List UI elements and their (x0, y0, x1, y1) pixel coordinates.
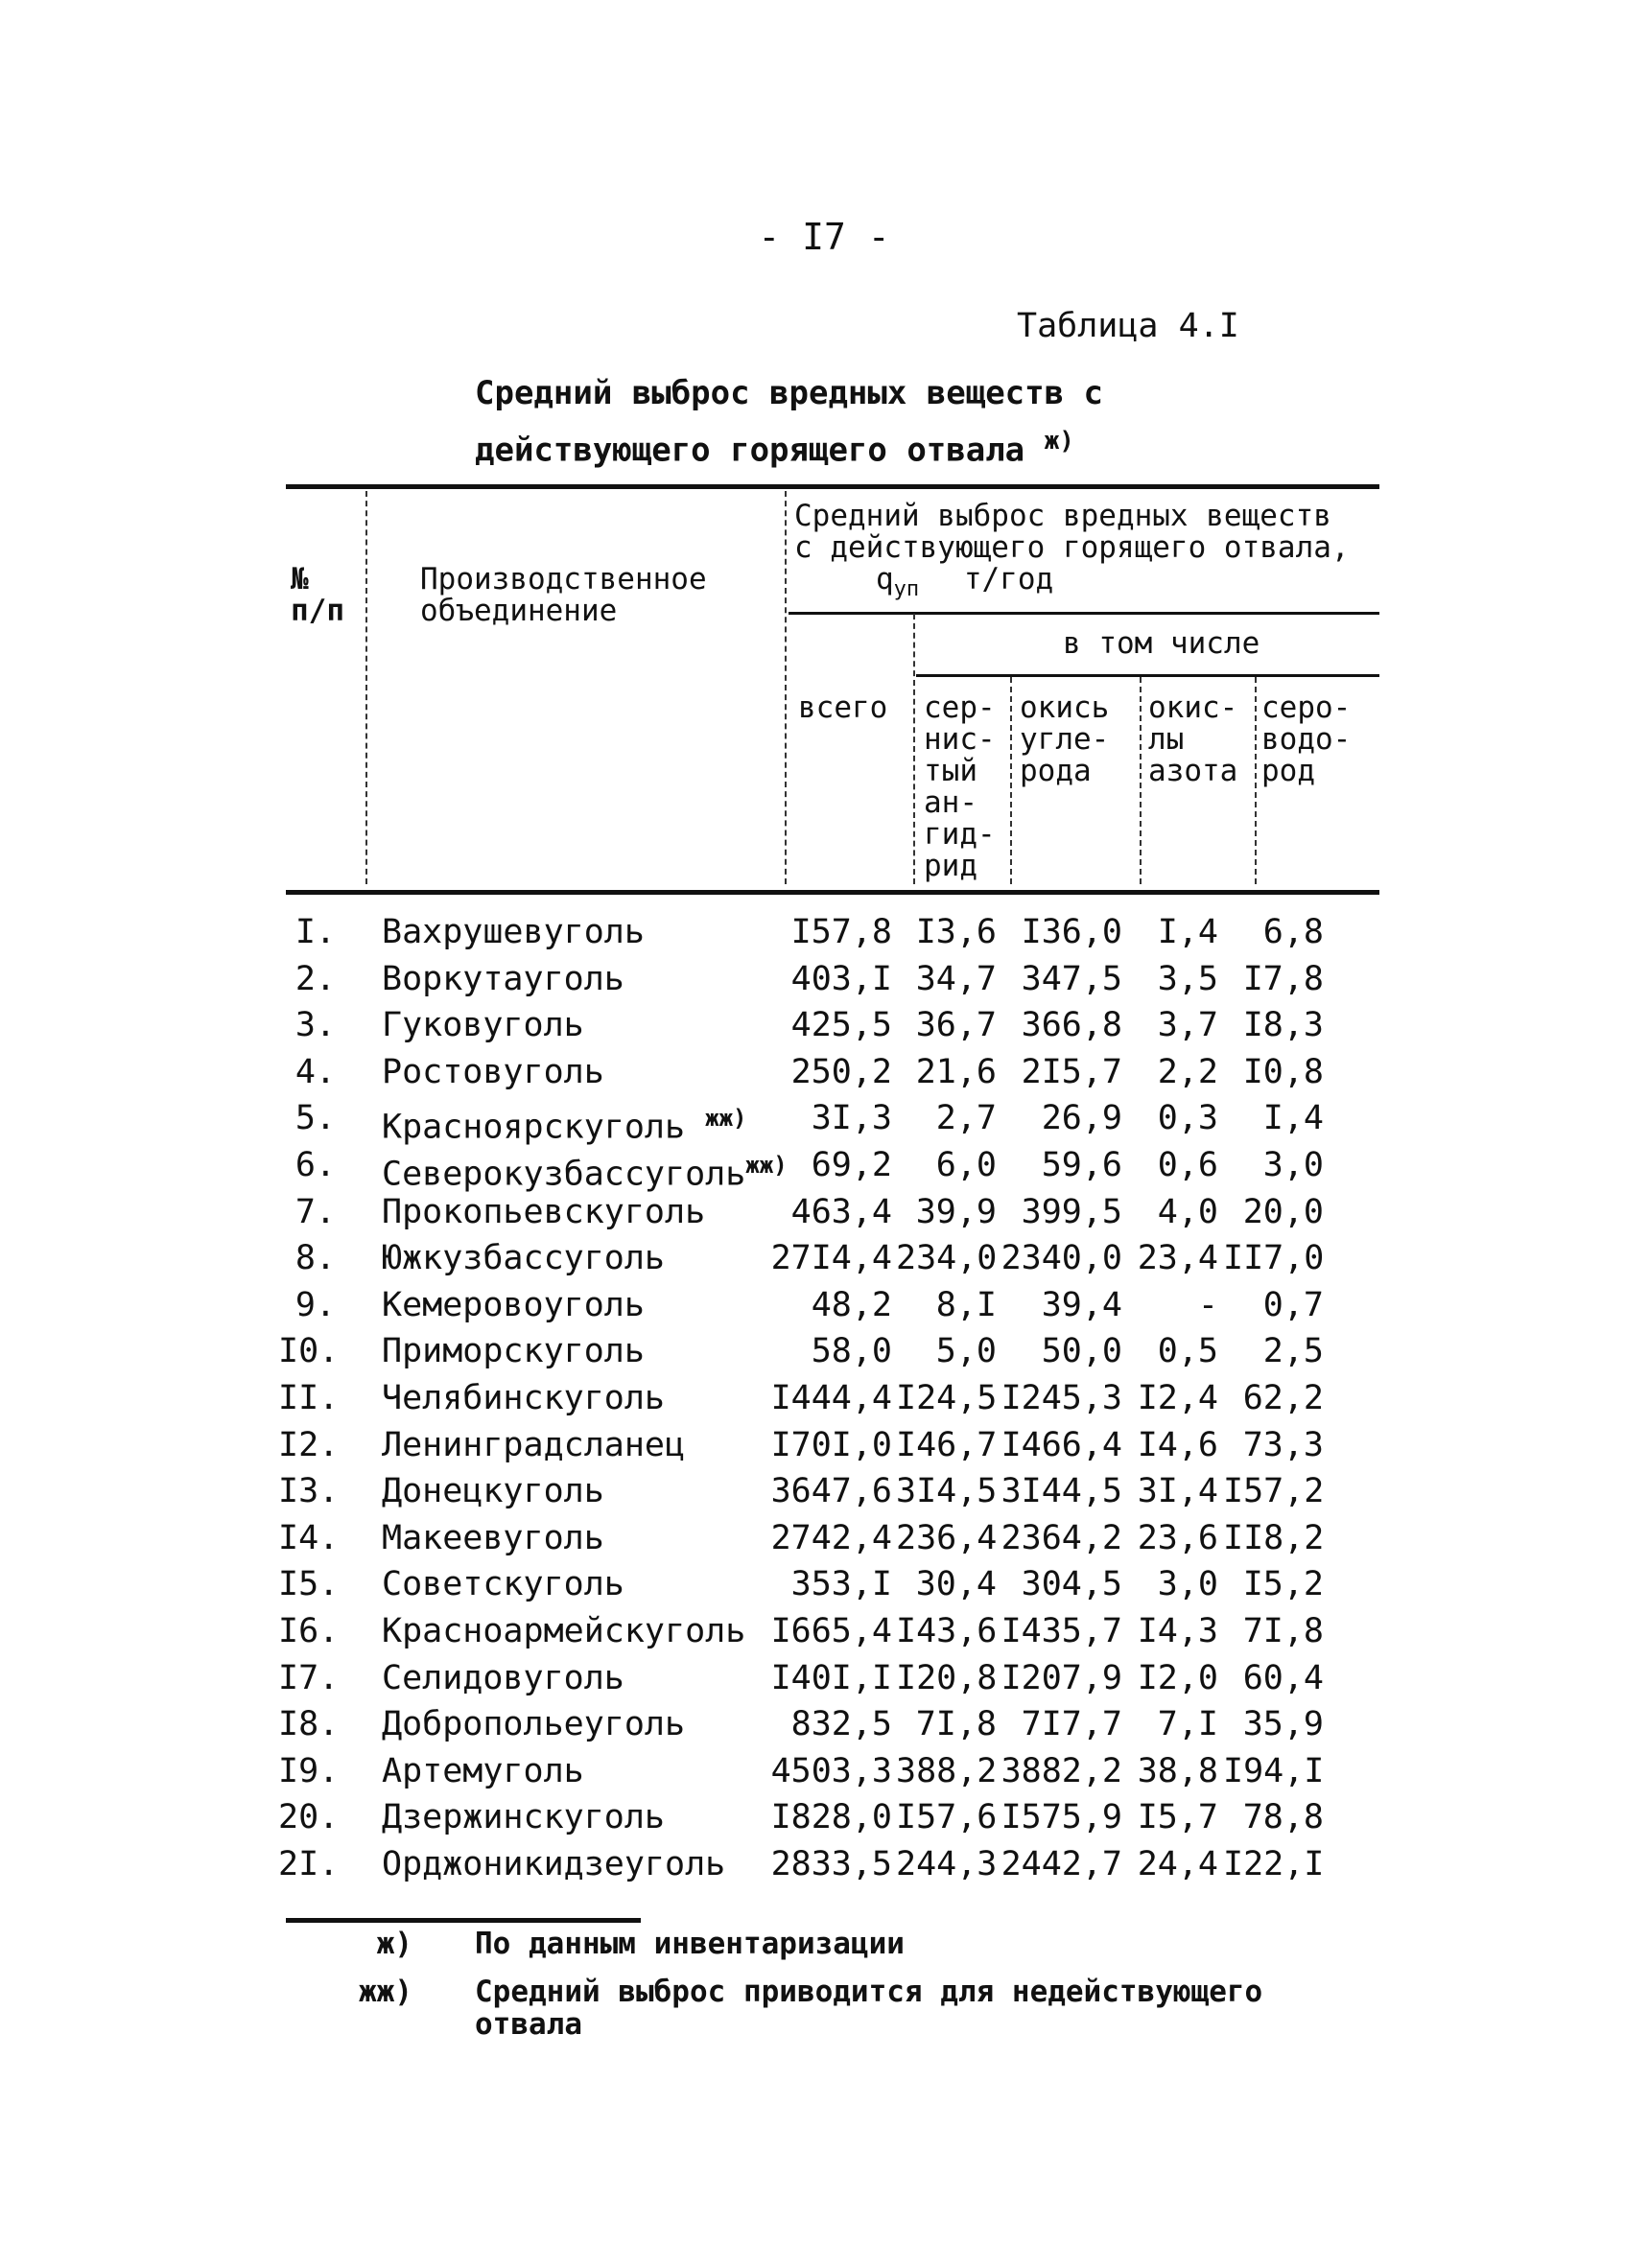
value-total: I70I,0 (770, 1425, 892, 1464)
row-organization (382, 1002, 584, 1048)
header-including: в том числе (1063, 626, 1260, 661)
table-row (278, 1282, 1353, 1329)
value-h2s: 0,7 (1262, 1285, 1324, 1324)
row-number: I7. (278, 1658, 340, 1697)
value-total: 4503,3 (770, 1751, 892, 1790)
table-row (278, 1422, 1353, 1469)
header-so2 (924, 692, 996, 882)
value-total: I665,4 (770, 1611, 892, 1650)
value-so2: 34,7 (915, 959, 997, 998)
table-row (278, 1701, 1353, 1748)
value-total: 425,5 (790, 1006, 892, 1045)
row-organization (382, 909, 645, 955)
value-so2: 236,4 (896, 1518, 998, 1557)
footnote-text: По данным инвентаризации (475, 1927, 905, 1961)
column-divider-3 (913, 614, 915, 884)
row-number: 9. (294, 1285, 336, 1324)
value-nox: 0,5 (1157, 1332, 1218, 1371)
organization-name: Челябинскуголь (382, 1378, 666, 1417)
organization-name: Дзержинскуголь (382, 1798, 666, 1837)
value-h2s: 7I,8 (1242, 1611, 1324, 1650)
row-number: I6. (278, 1611, 340, 1650)
organization-name: Южкузбассуголь (382, 1239, 666, 1278)
table-body (278, 909, 1353, 1887)
header-nox-line-1: окис- (1148, 690, 1238, 725)
row-organization (382, 1655, 624, 1701)
value-so2: 3I4,5 (896, 1472, 998, 1511)
column-divider-6 (1255, 677, 1257, 884)
value-co: 2I5,7 (1021, 1052, 1122, 1091)
organization-name: Орджоникидзеуголь (382, 1844, 726, 1883)
row-number: I5. (278, 1565, 340, 1604)
value-co: I466,4 (1001, 1425, 1122, 1464)
value-nox: 0,6 (1157, 1145, 1218, 1184)
header-h2s-line-1: серо- (1261, 690, 1352, 725)
table-top-rule (286, 484, 1379, 489)
organization-name: Северокузбассуголь (382, 1155, 746, 1194)
table-header-bottom-rule (286, 890, 1379, 895)
table-caption (475, 369, 1103, 474)
value-co: I435,7 (1001, 1611, 1122, 1650)
row-organization (382, 1375, 665, 1421)
page-number: - I7 - (758, 216, 890, 258)
row-organization (382, 956, 624, 1002)
row-organization (382, 1561, 624, 1607)
header-so2-line-2: нис- (924, 722, 996, 757)
header-num-line-1: № (291, 562, 309, 596)
organization-name: Селидовуголь (382, 1658, 624, 1697)
table-row (278, 1655, 1353, 1702)
value-h2s: 3,0 (1262, 1145, 1324, 1184)
organization-name: Советскуголь (382, 1565, 624, 1604)
value-so2: I46,7 (896, 1425, 998, 1464)
column-divider-4 (1010, 677, 1012, 884)
row-number: I8. (278, 1705, 340, 1744)
value-total: 2833,5 (770, 1844, 892, 1883)
value-h2s: I,4 (1262, 1099, 1324, 1138)
organization-name: Прокопьевскуголь (382, 1192, 706, 1231)
organization-name: Гуковуголь (382, 1006, 584, 1045)
organization-name: Ленинградсланец (382, 1425, 686, 1464)
caption-line-1: Средний выброс вредных веществ с (475, 374, 1104, 412)
value-so2: 6,0 (935, 1145, 997, 1184)
value-h2s: 60,4 (1242, 1658, 1324, 1697)
row-number: I2. (278, 1425, 340, 1464)
header-total: всего (798, 690, 888, 725)
table-row (278, 1375, 1353, 1422)
value-total: 27I4,4 (770, 1239, 892, 1278)
value-h2s: I8,3 (1242, 1006, 1324, 1045)
column-divider-5 (1140, 677, 1142, 884)
value-co: 26,9 (1041, 1099, 1122, 1138)
row-number: I0. (278, 1332, 340, 1371)
value-so2: I57,6 (896, 1798, 998, 1837)
header-nox-line-3: азота (1148, 754, 1238, 788)
header-org-line-2: объединение (420, 594, 618, 628)
value-total: 832,5 (790, 1705, 892, 1744)
row-number: 4. (294, 1052, 336, 1091)
table-row (278, 1235, 1353, 1282)
header-nox-line-2: лы (1148, 722, 1185, 757)
row-organization (382, 1189, 705, 1235)
value-co: 3I44,5 (1001, 1472, 1122, 1511)
value-h2s: 20,0 (1242, 1192, 1324, 1231)
value-nox: 23,4 (1137, 1239, 1218, 1278)
group-header-rule (789, 612, 1379, 615)
value-so2: 7I,8 (915, 1705, 997, 1744)
row-organization (382, 1841, 725, 1887)
value-nox: 3,5 (1157, 959, 1218, 998)
table-row (278, 909, 1353, 956)
table-row (278, 1468, 1353, 1515)
row-organization (382, 1748, 584, 1794)
table-row (278, 1608, 1353, 1655)
caption-line-2-text: действующего горящего отвала (475, 431, 1025, 470)
value-nox: 7,I (1157, 1705, 1218, 1744)
value-nox: 3,7 (1157, 1006, 1218, 1045)
header-organization (420, 564, 707, 627)
value-co: 2364,2 (1001, 1518, 1122, 1557)
value-co: 399,5 (1021, 1192, 1122, 1231)
table-row (278, 1841, 1353, 1888)
value-so2: 2,7 (935, 1099, 997, 1138)
row-number: 20. (278, 1798, 340, 1837)
value-total: 58,0 (811, 1332, 892, 1371)
header-so2-line-5: гид- (924, 817, 996, 852)
row-organization (382, 1515, 604, 1561)
header-org-line-1: Производственное (420, 562, 707, 596)
row-number: 2I. (278, 1844, 340, 1883)
value-total: 69,2 (811, 1145, 892, 1184)
value-nox: 3I,4 (1137, 1472, 1218, 1511)
organization-name: Красноярскуголь (382, 1109, 686, 1148)
value-nox: 0,3 (1157, 1099, 1218, 1138)
value-co: 7I7,7 (1021, 1705, 1122, 1744)
value-co: I207,9 (1001, 1658, 1122, 1697)
organization-name: Кемеровоуголь (382, 1285, 645, 1324)
row-number: 2. (294, 959, 336, 998)
value-co: 304,5 (1021, 1565, 1122, 1604)
footnote-rule (286, 1918, 641, 1923)
value-so2: 388,2 (896, 1751, 998, 1790)
value-so2: 234,0 (896, 1239, 998, 1278)
header-h2s-line-3: род (1261, 754, 1315, 788)
value-h2s: 6,8 (1262, 913, 1324, 951)
row-organization (382, 1049, 604, 1095)
value-co: 50,0 (1041, 1332, 1122, 1371)
organization-name: Ростовуголь (382, 1052, 604, 1091)
value-h2s: I0,8 (1242, 1052, 1324, 1091)
column-divider-2 (785, 491, 787, 884)
caption-footnote-mark: ж) (1044, 427, 1074, 456)
value-nox: 2,2 (1157, 1052, 1218, 1091)
footnote-mark: жж) (745, 1151, 788, 1179)
caption-line-2 (475, 417, 1103, 474)
organization-name: Макеевуголь (382, 1518, 604, 1557)
value-h2s: I57,2 (1223, 1472, 1325, 1511)
value-co: 347,5 (1021, 959, 1122, 998)
value-total: 463,4 (790, 1192, 892, 1231)
value-h2s: I5,2 (1242, 1565, 1324, 1604)
row-organization (382, 1422, 685, 1468)
value-nox: I4,6 (1137, 1425, 1218, 1464)
header-so2-line-3: тый (924, 754, 977, 788)
value-nox: I2,4 (1137, 1378, 1218, 1417)
header-co-line-2: угле- (1020, 722, 1110, 757)
value-co: 59,6 (1041, 1145, 1122, 1184)
row-organization (382, 1282, 645, 1328)
table-label: Таблица 4.I (1017, 307, 1239, 345)
value-so2: 244,3 (896, 1844, 998, 1883)
header-num (291, 564, 344, 627)
value-co: I245,3 (1001, 1378, 1122, 1417)
row-number: 7. (294, 1192, 336, 1231)
value-so2: I20,8 (896, 1658, 998, 1697)
value-nox: 38,8 (1137, 1751, 1218, 1790)
value-h2s: 73,3 (1242, 1425, 1324, 1464)
table-row (278, 1561, 1353, 1608)
value-h2s: I22,I (1223, 1844, 1325, 1883)
row-number: I. (294, 913, 336, 951)
value-so2: I24,5 (896, 1378, 998, 1417)
organization-name: Воркутауголь (382, 959, 624, 998)
value-nox: I5,7 (1137, 1798, 1218, 1837)
table-row (278, 1515, 1353, 1562)
value-total: 2742,4 (770, 1518, 892, 1557)
value-so2: 5,0 (935, 1332, 997, 1371)
row-organization (382, 1328, 645, 1374)
organization-name: Приморскуголь (382, 1332, 645, 1371)
organization-name: Красноармейскуголь (382, 1611, 746, 1650)
value-nox: 4,0 (1157, 1192, 1218, 1231)
value-co: 2340,0 (1001, 1239, 1122, 1278)
value-so2: 39,9 (915, 1192, 997, 1231)
row-number: 6. (294, 1145, 336, 1184)
value-total: 403,I (790, 959, 892, 998)
header-co (1020, 692, 1109, 787)
header-so2-line-1: сер- (924, 690, 996, 725)
value-so2: 30,4 (915, 1565, 997, 1604)
value-nox: I4,3 (1137, 1611, 1218, 1650)
value-h2s: I94,I (1223, 1751, 1325, 1790)
value-co: 3882,2 (1001, 1751, 1122, 1790)
header-group-line-3 (794, 564, 1350, 605)
value-nox: I2,0 (1137, 1658, 1218, 1697)
row-number: 8. (294, 1239, 336, 1278)
value-total: I40I,I (770, 1658, 892, 1697)
table-row (278, 1095, 1353, 1148)
table-row (278, 1748, 1353, 1795)
value-h2s: 35,9 (1242, 1705, 1324, 1744)
row-organization (382, 1608, 745, 1654)
value-total: 48,2 (811, 1285, 892, 1324)
value-nox: I,4 (1157, 913, 1218, 951)
row-organization (382, 1701, 685, 1747)
row-number: II. (278, 1378, 340, 1417)
header-q-symbol: q (876, 562, 894, 596)
row-organization (382, 1794, 665, 1840)
value-h2s: II8,2 (1223, 1518, 1325, 1557)
value-total: 3647,6 (770, 1472, 892, 1511)
header-h2s (1261, 692, 1351, 787)
value-so2: 36,7 (915, 1006, 997, 1045)
value-co: 366,8 (1021, 1006, 1122, 1045)
header-so2-line-6: рид (924, 849, 977, 883)
value-co: I575,9 (1001, 1798, 1122, 1837)
value-nox: 3,0 (1157, 1565, 1218, 1604)
footnote-marker: ж) (376, 1927, 412, 1961)
organization-name: Добропольеуголь (382, 1705, 686, 1744)
value-nox: 23,6 (1137, 1518, 1218, 1557)
row-number: I9. (278, 1751, 340, 1790)
header-h2s-line-2: водо- (1261, 722, 1352, 757)
value-total: 353,I (790, 1565, 892, 1604)
value-so2: I3,6 (915, 913, 997, 951)
header-unit: т/год (963, 562, 1054, 596)
value-h2s: II7,0 (1223, 1239, 1325, 1278)
header-group-line-2: с действующего горящего отвала, (794, 530, 1350, 565)
value-h2s: I7,8 (1242, 959, 1324, 998)
row-number: I4. (278, 1518, 340, 1557)
row-number: I3. (278, 1472, 340, 1511)
row-organization (382, 1235, 665, 1281)
value-total: I57,8 (790, 913, 892, 951)
row-number: 3. (294, 1006, 336, 1045)
value-co: I36,0 (1021, 913, 1122, 951)
row-organization (382, 1468, 604, 1514)
header-nox (1148, 692, 1237, 787)
header-group-line-1: Средний выброс вредных веществ (794, 499, 1331, 533)
table-row (278, 1049, 1353, 1096)
header-so2-line-4: ан- (924, 785, 977, 820)
table-row (278, 1002, 1353, 1049)
footnote-text: Средний выброс приводится для недействующего отвала (475, 1975, 1263, 2042)
value-total: I444,4 (770, 1378, 892, 1417)
value-h2s: 2,5 (1262, 1332, 1324, 1371)
table-row (278, 1328, 1353, 1375)
value-total: 3I,3 (811, 1099, 892, 1138)
subgroup-header-rule (916, 674, 1379, 677)
row-number: 5. (294, 1099, 336, 1138)
table-row (278, 1142, 1353, 1194)
table-row (278, 1794, 1353, 1841)
column-divider-1 (365, 491, 367, 884)
value-so2: 8,I (935, 1285, 997, 1324)
footnote-marker: жж) (359, 1975, 412, 2009)
value-co: 2442,7 (1001, 1844, 1122, 1883)
value-total: 250,2 (790, 1052, 892, 1091)
value-co: 39,4 (1041, 1285, 1122, 1324)
organization-name: Донецкуголь (382, 1472, 604, 1511)
value-so2: I43,6 (896, 1611, 998, 1650)
header-num-line-2: п/п (291, 594, 344, 628)
value-nox: 24,4 (1137, 1844, 1218, 1883)
header-q-subscript: уп (893, 577, 920, 602)
header-co-line-3: рода (1020, 754, 1092, 788)
header-group (794, 501, 1350, 605)
footnote-mark: жж) (705, 1105, 747, 1133)
header-co-line-1: окись (1020, 690, 1110, 725)
value-so2: 21,6 (915, 1052, 997, 1091)
organization-name: Вахрушевуголь (382, 913, 645, 951)
value-total: I828,0 (770, 1798, 892, 1837)
organization-name: Артемуголь (382, 1751, 584, 1790)
value-h2s: 62,2 (1242, 1378, 1324, 1417)
table-row (278, 956, 1353, 1003)
value-h2s: 78,8 (1242, 1798, 1324, 1837)
value-nox: - (1197, 1285, 1218, 1324)
table-row (278, 1189, 1353, 1236)
